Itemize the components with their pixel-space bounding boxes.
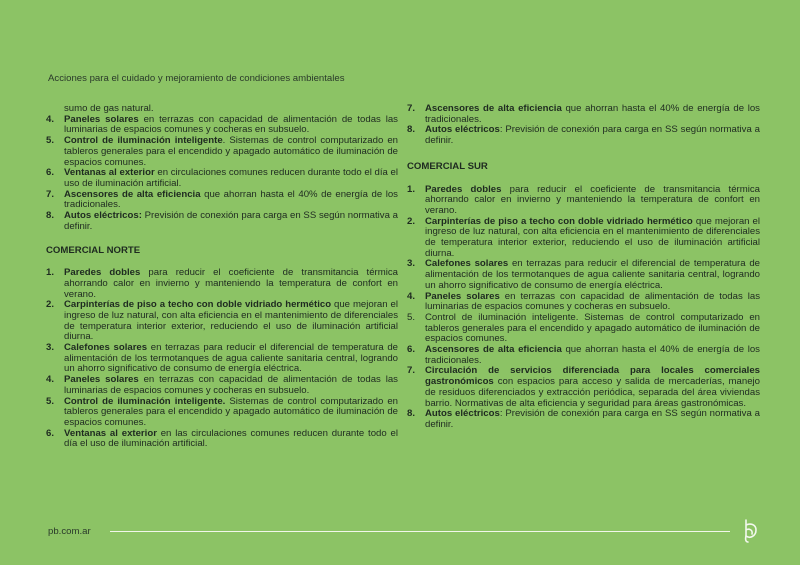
list-item [46,211,398,232]
item-number: 4. [407,290,416,302]
list-item [407,185,760,217]
list-item [46,136,398,168]
item-number: 3. [46,342,55,354]
list-item [407,259,760,291]
item-bold: Control de iluminación inteligente [64,135,223,147]
item-number: 4. [46,113,55,125]
list-item [407,313,760,345]
item-bold: Carpinterías de piso a techo con doble vidriado hermético [425,215,693,227]
item-bold: Paredes dobles [64,267,141,279]
list-item [407,217,760,260]
item-number: 1. [407,183,416,195]
list-item [46,429,398,450]
item-number: 3. [407,258,416,270]
item-number: 8. [46,210,55,222]
item-bold: Ascensores de alta eficiencia [425,344,562,356]
right-column [407,104,760,431]
item-number: 7. [46,188,55,200]
list-item [407,366,760,409]
item-text: . Sistemas de control computarizado en tableros generales para el encendido y apagado automático de iluminación de espacios comunes. [64,135,398,168]
item-bold: Circulación de servicios diferenciada para locales comerciales gastronómicos [425,365,760,388]
item-number: 5. [46,395,55,407]
item-text: para reducir el coeficiente de transmitancia térmica ahorrando calor en invierno y manteniendo la temperatura de confort en verano. [64,267,398,300]
item-bold: Ascensores de alta eficiencia [425,103,562,114]
item-text: : Previsión de conexión para carga en SS según normativa a definir. [425,124,760,147]
item-bold: Autos eléctricos [425,408,500,420]
section-heading-comercial-norte: COMERCIAL NORTE [46,245,141,257]
list-item [46,268,398,300]
list-item [407,345,760,366]
item-text: en terrazas con capacidad de alimentación de todas las luminarias de espacios comunes y cocheras en subsuelo. [64,113,398,136]
item-number: 8. [407,124,416,136]
item-number: 4. [46,374,55,386]
item-text: Control de iluminación inteligente. Sistemas de control computarizado en tableros generales para el encendido y apagado automático de iluminación de espacios comunes. [425,311,760,345]
item-number: 8. [407,408,416,420]
list-item [46,190,398,211]
item-text: sumo de gas natural. [64,103,154,114]
item-bold: Autos eléctricos: [64,210,142,222]
item-bold: Carpinterías de piso a techo con doble vidriado hermético [64,299,332,311]
item-bold: Ascensores de alta eficiencia [64,188,201,200]
item-text: Sistemas de control computarizado en tableros generales para el encendido y apagado automático de iluminación de espacios comunes. [64,395,398,428]
list-item [46,115,398,136]
item-number: 2. [46,299,55,311]
list-item [407,104,760,125]
item-text: que mejoran el ingreso de luz natural, con alta eficiencia en el mantenimiento de diferenciales de temperatura interior exterior, reduciendo el uso de iluminación artificial diurna. [425,215,760,259]
item-bold: Paredes dobles [425,183,502,195]
item-number: 6. [46,427,55,439]
item-number: 2. [407,215,416,227]
item-text: en terrazas con capacidad de alimentación de todas las luminarias de espacios comunes y cocheras en subsuelo. [425,290,760,313]
section-heading-comercial-sur: COMERCIAL SUR [407,160,488,172]
item-number: 6. [407,344,416,356]
item-number: 5. [407,311,416,323]
list-item [407,409,760,430]
item-text: en terrazas para reducir el diferencial de temperatura de alimentación de los termotanques de agua caliente sanitaria central, logrando un ahorro significativo de consumo de energía eléctrica. [425,258,760,291]
item-text: : Previsión de conexión para carga en SS según normativa a definir. [425,408,760,430]
item-bold: Paneles solares [425,290,500,302]
item-text: que mejoran el ingreso de luz natural, con alta eficiencia en el mantenimiento de diferenciales de temperatura interior exterior, reduciendo el uso de iluminación artificial diurna. [64,299,399,343]
item-bold: Paneles solares [64,113,139,125]
item-text: que ahorran hasta el 40% de energía de los tradicionales. [425,344,760,366]
item-bold: Paneles solares [64,374,139,386]
page-header-title: Acciones para el cuidado y mejoramiento de condiciones ambientales [48,73,345,84]
item-text: en terrazas con capacidad de alimentación de todas las luminarias de espacios comunes y cocheras en subsuelo. [64,374,398,396]
item-number: 7. [407,365,416,377]
left-column [46,104,398,450]
list-item [407,125,760,146]
item-text: que ahorran hasta el 40% de energía de los tradicionales. [64,188,398,211]
list-item [407,292,760,313]
footer-divider [110,531,730,532]
pb-logo-icon [741,518,761,544]
item-number: 7. [407,103,416,114]
item-text: Previsión de conexión para carga en SS según normativa a definir. [64,210,398,232]
item-bold: Ventanas al exterior [64,427,157,439]
list-item [46,375,398,396]
item-bold: Calefones solares [425,258,509,270]
item-bold: Calefones solares [64,342,148,354]
item-bold: Autos eléctricos [425,124,500,136]
list-item [46,168,398,189]
item-text: en las circulaciones comunes reducen durante todo el día el uso de iluminación artificial. [64,427,398,450]
list-item [46,397,398,429]
item-number: 1. [46,267,55,279]
item-text: en circulaciones comunes reducen durante todo el día el uso de iluminación artificial. [64,167,398,189]
item-text: para reducir el coeficiente de transmitancia térmica ahorrando calor en invierno y manteniendo la temperatura de confort en verano. [425,183,760,216]
item-bold: Ventanas al exterior [64,167,155,179]
footer-website-link[interactable]: pb.com.ar [48,526,91,537]
item-bold: Control de iluminación inteligente. [64,395,226,407]
item-text: con espacios para acceso y salida de mercaderías, manejo de residuos diferenciados y extracción periódica, separada del área viviendas barrio. Normativas de alta eficiencia y seguridad para áreas gastronómicas. [425,376,760,409]
item-number: 5. [46,135,55,147]
item-text: en terrazas para reducir el diferencial de temperatura de alimentación de los termotanques de agua caliente sanitaria central, logrando un ahorro significativo de consumo de energía eléctrica. [64,342,399,375]
list-item [46,300,398,343]
list-item [46,343,398,375]
item-number: 6. [46,167,55,179]
item-text: que ahorran hasta el 40% de energía de los tradicionales. [425,103,760,125]
